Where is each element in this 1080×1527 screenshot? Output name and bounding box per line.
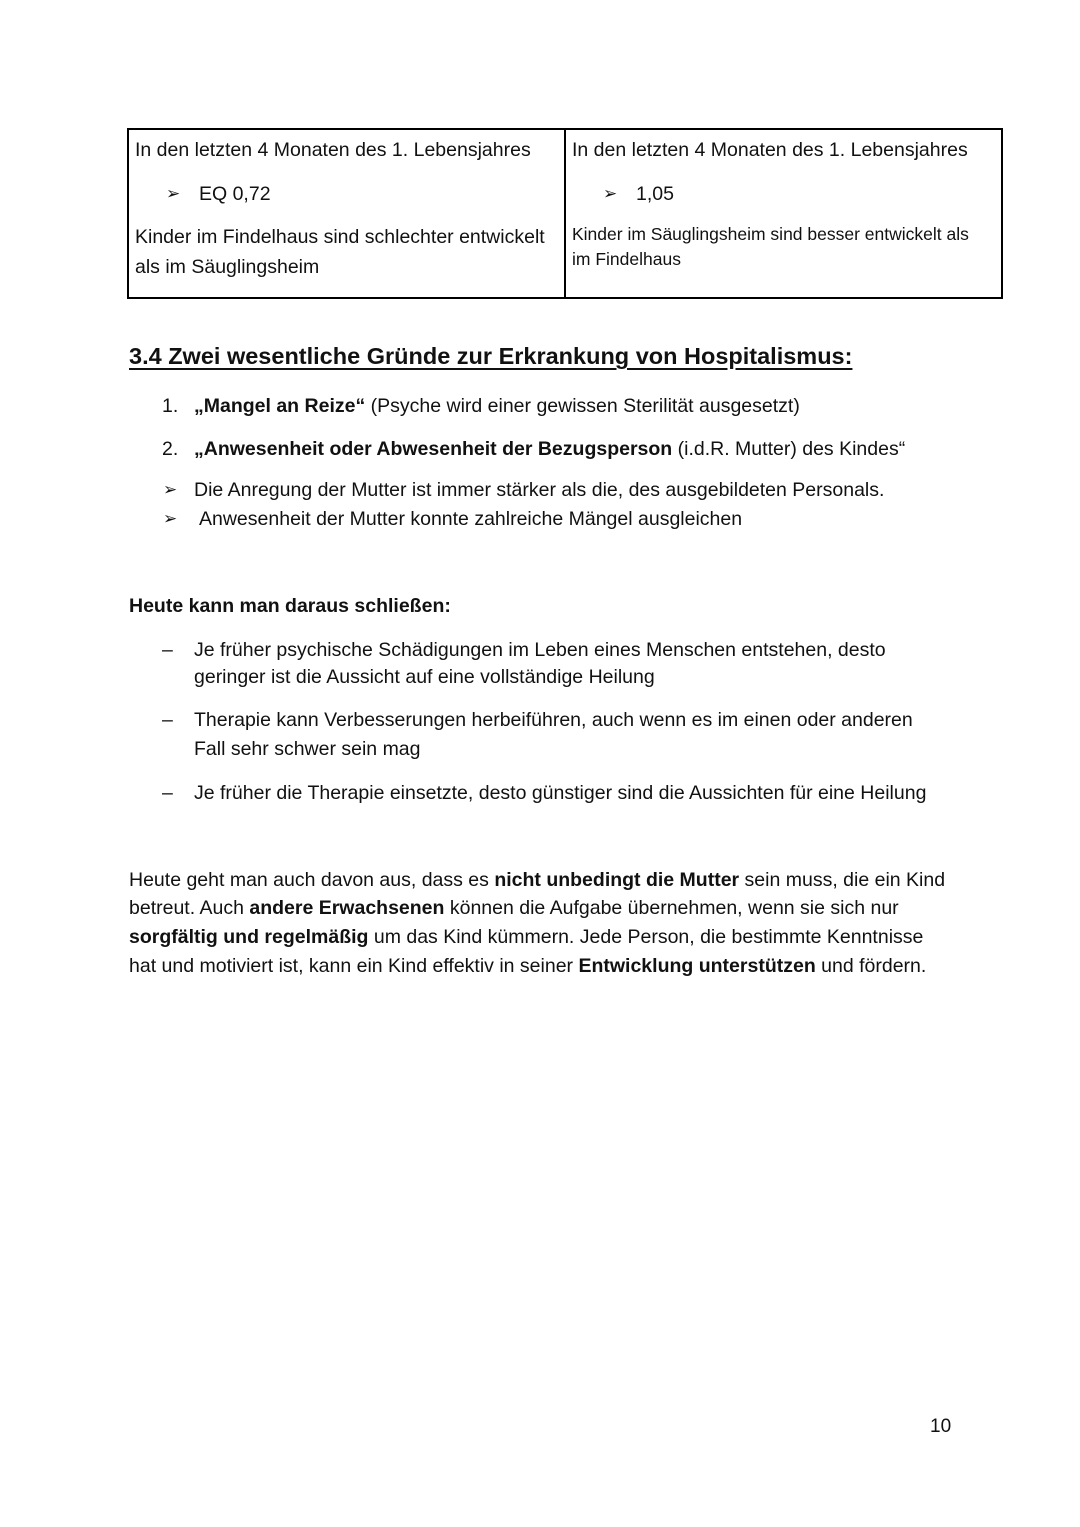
paragraph-line: betreut. Auch andere Erwachsenen können die Aufgabe übernehmen, wenn sie sich nur [129,897,899,919]
conclusion-line: Je früher die Therapie einsetzte, desto günstiger sind die Aussichten für eine Heilung [194,782,927,804]
cell-value: EQ 0,72 [199,183,271,205]
dash-bullet-icon: – [162,709,173,731]
paragraph-line: hat und motiviert ist, kann ein Kind effektiv in seiner Entwicklung unterstützen und fördern. [129,955,927,977]
list-number: 1. [162,395,179,417]
conclusion-line: Therapie kann Verbesserungen herbeiführen, auch wenn es im einen oder anderen [194,709,913,731]
cell-heading: In den letzten 4 Monaten des 1. Lebensjahres [572,139,968,161]
reason-item: „Anwesenheit oder Abwesenheit der Bezugsperson (i.d.R. Mutter) des Kindes“ [194,438,906,460]
dash-bullet-icon: – [162,782,173,804]
arrow-bullet-icon: ➢ [603,184,618,203]
cell-note-line: Kinder im Findelhaus sind schlechter entwickelt [135,226,545,248]
page-number: 10 [930,1416,952,1437]
paragraph-line: sorgfältig und regelmäßig um das Kind kümmern. Jede Person, die bestimmte Kenntnisse [129,926,924,948]
arrow-item: Die Anregung der Mutter ist immer stärker als die, des ausgebildeten Personals. [194,479,885,501]
cell-note-line: Kinder im Säuglingsheim sind besser entwickelt als [572,224,969,244]
arrow-item: Anwesenheit der Mutter konnte zahlreiche Mängel ausgleichen [199,508,743,530]
conclusion-line: Je früher psychische Schädigungen im Leben eines Menschen entstehen, desto [194,639,886,661]
arrow-bullet-icon: ➢ [163,480,178,499]
dash-bullet-icon: – [162,639,173,661]
section-heading: 3.4 Zwei wesentliche Gründe zur Erkrankung von Hospitalismus: [129,343,853,369]
comparison-table [127,128,1003,299]
arrow-bullet-icon: ➢ [163,509,178,528]
conclusion-heading: Heute kann man daraus schließen: [129,595,451,617]
conclusion-line: Fall sehr schwer sein mag [194,738,421,760]
conclusion-line: geringer ist die Aussicht auf eine vollständige Heilung [194,666,655,688]
cell-note-line: als im Säuglingsheim [135,256,320,278]
table-cell-saeuglingsheim [566,130,1001,297]
table-cell-findelhaus [129,130,566,297]
cell-note-line: im Findelhaus [572,249,681,269]
reason-item: „Mangel an Reize“ (Psyche wird einer gewissen Sterilität ausgesetzt) [194,395,800,417]
paragraph-line: Heute geht man auch davon aus, dass es nicht unbedingt die Mutter sein muss, die ein Kind [129,869,946,891]
cell-value: 1,05 [636,183,674,205]
cell-heading: In den letzten 4 Monaten des 1. Lebensjahres [135,139,531,161]
arrow-bullet-icon: ➢ [166,184,181,203]
list-number: 2. [162,438,179,460]
